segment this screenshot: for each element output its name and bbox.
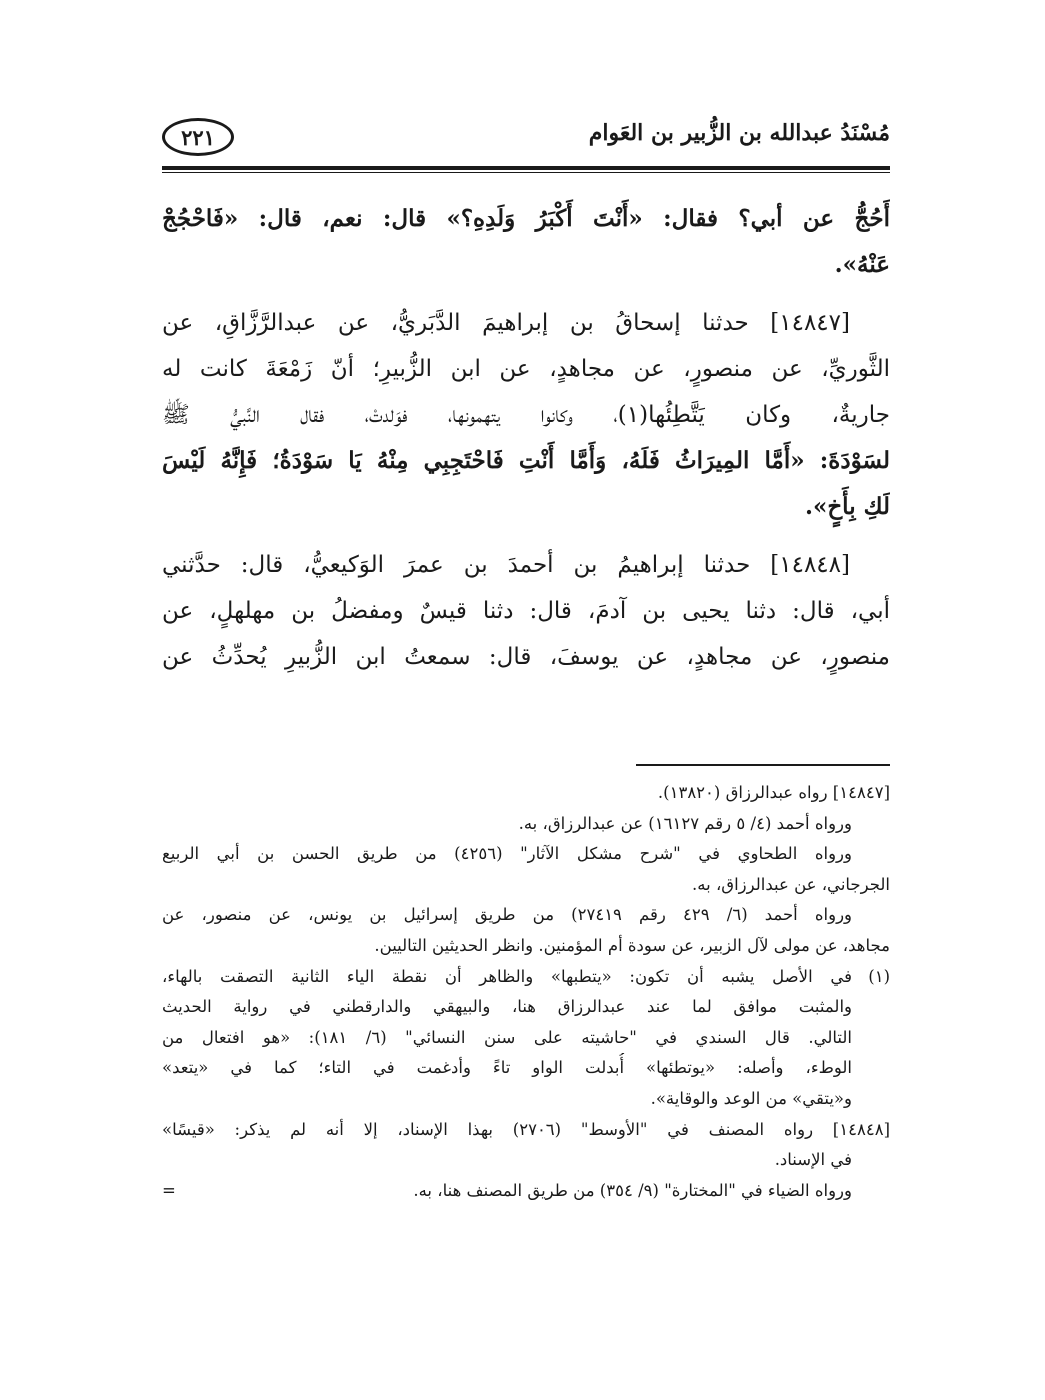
footnote-marker: (١) [868, 966, 890, 986]
footnote-line: ورواه أحمد (٦/ ٤٢٩ رقم ٢٧٤١٩) من طريق إسرائيل بن يونس، عن منصور، عن [162, 905, 853, 925]
footnotes [162, 778, 890, 1206]
text-line: منصورٍ، عن مجاهدٍ، عن يوسفَ، قال: سمعتُ ابن الزُّبيرِ يُحدِّثُ عن [162, 644, 890, 670]
footnote-line: ورواه الطحاوي في "شرح مشكل الآثار" (٤٢٥٦) من طريق الحسن بن أبي الربيع [162, 844, 852, 864]
footnote-line: [١٤٨٤٧] رواه عبدالرزاق (١٣٨٢٠). [657, 783, 890, 802]
footnote-line: الجرجاني، عن عبدالرزاق، به. [692, 874, 890, 894]
continuation-marker: = [162, 1180, 176, 1200]
footnote-line: في الإسناد. [774, 1150, 852, 1170]
footnote-line: التالي. قال السندي في "حاشيته على سنن النسائي" (٦/ ١٨١): «هو افتعال من [162, 1027, 852, 1047]
header-rule [162, 166, 890, 170]
text-line: الثَّوريِّ، عن منصورٍ، عن مجاهدٍ، عن ابن الزُّبيرِ؛ أنّ زَمْعَةَ كانت له [162, 356, 890, 382]
text-line: لسَوْدَةَ: «أَمَّا المِيرَاثُ فَلَهُ، وَأَمَّا أَنْتِ فَاحْتَجِبِي مِنْهُ يَا سَوْدَةُ؛ فَإِنَّهُ لَيْسَ [162, 447, 890, 474]
footnote-line: [١٤٨٤٨] رواه المصنف في "الأوسط" (٢٧٠٦) بهذا الإسناد، إلا أنه لم يذكر: «قيسًا» [162, 1119, 890, 1139]
header-rule-thin [162, 172, 890, 173]
text-line: أَحُجُّ عن أبي؟ فقال: «أَنْتَ أَكْبَرُ وَلَدِهِ؟» قال: نعم، قال: «فَاحْجُجْ [162, 205, 890, 232]
footnote-line: ورواه أحمد (٤/ ٥ رقم ١٦١٢٧) عن عبدالرزاق، به. [518, 813, 852, 833]
running-title: مُسْنَدُ عبدالله بن الزُّبير بن العَوام [588, 120, 890, 146]
text-line: عَنْهُ». [834, 251, 890, 278]
hadith-14848-start: [١٤٨٤٨] حدثنا إبراهيمُ بن أحمدَ بن عمرَ الوَكيعيُّ، قال: حدَّثني [162, 552, 850, 578]
text-line: جاريةٌ، وكان يَتَّطِئُها(١)، وكانوا يتهمونها، فوَلدتْ، فقال النَّبيُّ ﷺ [162, 402, 890, 428]
page-header [162, 118, 890, 170]
footnote-last-row [162, 1176, 890, 1207]
page-number: ٢٢١ [162, 118, 234, 156]
footnote-1 [162, 962, 890, 993]
text-line: لَكِ بِأَخٍ». [804, 493, 890, 520]
footnote-line: مجاهد، عن مولى لآل الزبير، عن سودة أم المؤمنين. وانظر الحديثين التاليين. [374, 935, 890, 955]
footnote-line: ورواه الضياء في "المختارة" (٩/ ٣٥٤) من طريق المصنف هنا، به. [413, 1180, 852, 1200]
footnote-separator [636, 764, 890, 766]
main-text [162, 196, 890, 680]
text-line: أبي، قال: دثنا يحيى بن آدمَ، قال: دثنا قيسٌ ومفضلُ بن مهلهلٍ، عن [162, 598, 890, 624]
footnote-line: والمثبت موافق لما عند عبدالرزاق هنا، والبيهقي والدارقطني في رواية الحديث [162, 997, 852, 1017]
hadith-14847-start: [١٤٨٤٧] حدثنا إسحاقُ بن إبراهيمَ الدَّبَريُّ، عن عبدالرَّزَّاقِ، عن [162, 310, 850, 336]
footnote-line: الوطء، وأصله: «يوتطئها» أُبدلت الواو تاءً وأدغمت في التاء؛ كما في «يتعد» [162, 1058, 852, 1078]
footnote-line: و«يتقي» من الوعد والوقاية». [650, 1088, 852, 1108]
footnote-line: في الأصل يشبه أن تكون: «يتطبها» والظاهر أن نقطة الياء الثانية التصقت بالهاء، [162, 966, 852, 986]
